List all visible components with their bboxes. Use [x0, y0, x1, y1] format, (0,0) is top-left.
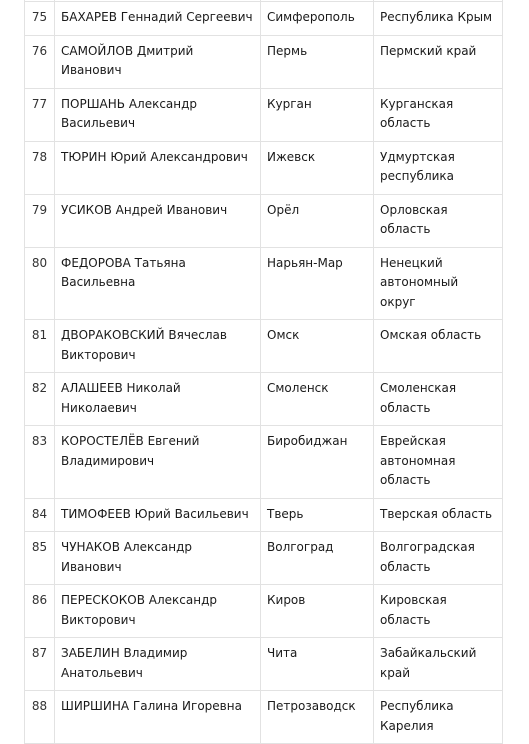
table-row: [25, 691, 503, 744]
city-name: Волгоград: [261, 532, 374, 585]
row-number: 78: [25, 141, 55, 194]
row-number: 88: [25, 691, 55, 744]
region-name: Забайкальский край: [374, 638, 503, 691]
region-name: Курганская область: [374, 88, 503, 141]
row-number: 87: [25, 638, 55, 691]
row-number: 82: [25, 373, 55, 426]
row-number: 85: [25, 532, 55, 585]
person-name: ТИМОФЕЕВ Юрий Васильевич: [55, 498, 261, 532]
city-name: Ижевск: [261, 141, 374, 194]
region-name: Республика Крым: [374, 2, 503, 36]
region-name: Удмуртская республика: [374, 141, 503, 194]
city-name: Чита: [261, 638, 374, 691]
city-name: Тверь: [261, 498, 374, 532]
person-name: АЛАШЕЕВ Николай Николаевич: [55, 373, 261, 426]
city-name: Киров: [261, 585, 374, 638]
person-name: ФЕДОРОВА Татьяна Васильевна: [55, 247, 261, 320]
region-name: Омская область: [374, 320, 503, 373]
region-name: Республика Карелия: [374, 691, 503, 744]
person-name: САМОЙЛОВ Дмитрий Иванович: [55, 35, 261, 88]
row-number: 86: [25, 585, 55, 638]
officials-table-body: [25, 0, 503, 744]
table-row: [25, 320, 503, 373]
city-name: Орёл: [261, 194, 374, 247]
city-name: Смоленск: [261, 373, 374, 426]
row-number: 77: [25, 88, 55, 141]
table-row: [25, 373, 503, 426]
officials-table: [24, 0, 503, 744]
officials-table-container: [24, 0, 502, 744]
region-name: Волгоградская область: [374, 532, 503, 585]
person-name: ЧУНАКОВ Александр Иванович: [55, 532, 261, 585]
row-number: 76: [25, 35, 55, 88]
city-name: Петрозаводск: [261, 691, 374, 744]
table-row: [25, 426, 503, 499]
person-name: КОРОСТЕЛЁВ Евгений Владимирович: [55, 426, 261, 499]
region-name: Еврейская автономная область: [374, 426, 503, 499]
person-name: ПОРШАНЬ Александр Васильевич: [55, 88, 261, 141]
person-name: ДВОРАКОВСКИЙ Вячеслав Викторович: [55, 320, 261, 373]
person-name: УСИКОВ Андрей Иванович: [55, 194, 261, 247]
row-number: 75: [25, 2, 55, 36]
row-number: 81: [25, 320, 55, 373]
city-name: Омск: [261, 320, 374, 373]
table-row: [25, 498, 503, 532]
table-row: [25, 2, 503, 36]
region-name: Пермский край: [374, 35, 503, 88]
row-number: 84: [25, 498, 55, 532]
person-name: ПЕРЕСКОКОВ Александр Викторович: [55, 585, 261, 638]
row-number: 80: [25, 247, 55, 320]
row-number: 83: [25, 426, 55, 499]
person-name: ТЮРИН Юрий Александрович: [55, 141, 261, 194]
table-row: [25, 532, 503, 585]
table-row: [25, 141, 503, 194]
region-name: Тверская область: [374, 498, 503, 532]
region-name: Орловская область: [374, 194, 503, 247]
table-row: [25, 638, 503, 691]
city-name: Курган: [261, 88, 374, 141]
table-row: [25, 88, 503, 141]
row-number: 79: [25, 194, 55, 247]
table-row: [25, 35, 503, 88]
city-name: Нарьян-Мар: [261, 247, 374, 320]
table-row: [25, 247, 503, 320]
person-name: ЗАБЕЛИН Владимир Анатольевич: [55, 638, 261, 691]
table-row: [25, 194, 503, 247]
city-name: Биробиджан: [261, 426, 374, 499]
region-name: Ненецкий автономный округ: [374, 247, 503, 320]
person-name: ШИРШИНА Галина Игоревна: [55, 691, 261, 744]
table-row: [25, 585, 503, 638]
region-name: Кировская область: [374, 585, 503, 638]
city-name: Симферополь: [261, 2, 374, 36]
city-name: Пермь: [261, 35, 374, 88]
person-name: БАХАРЕВ Геннадий Сергеевич: [55, 2, 261, 36]
region-name: Смоленская область: [374, 373, 503, 426]
